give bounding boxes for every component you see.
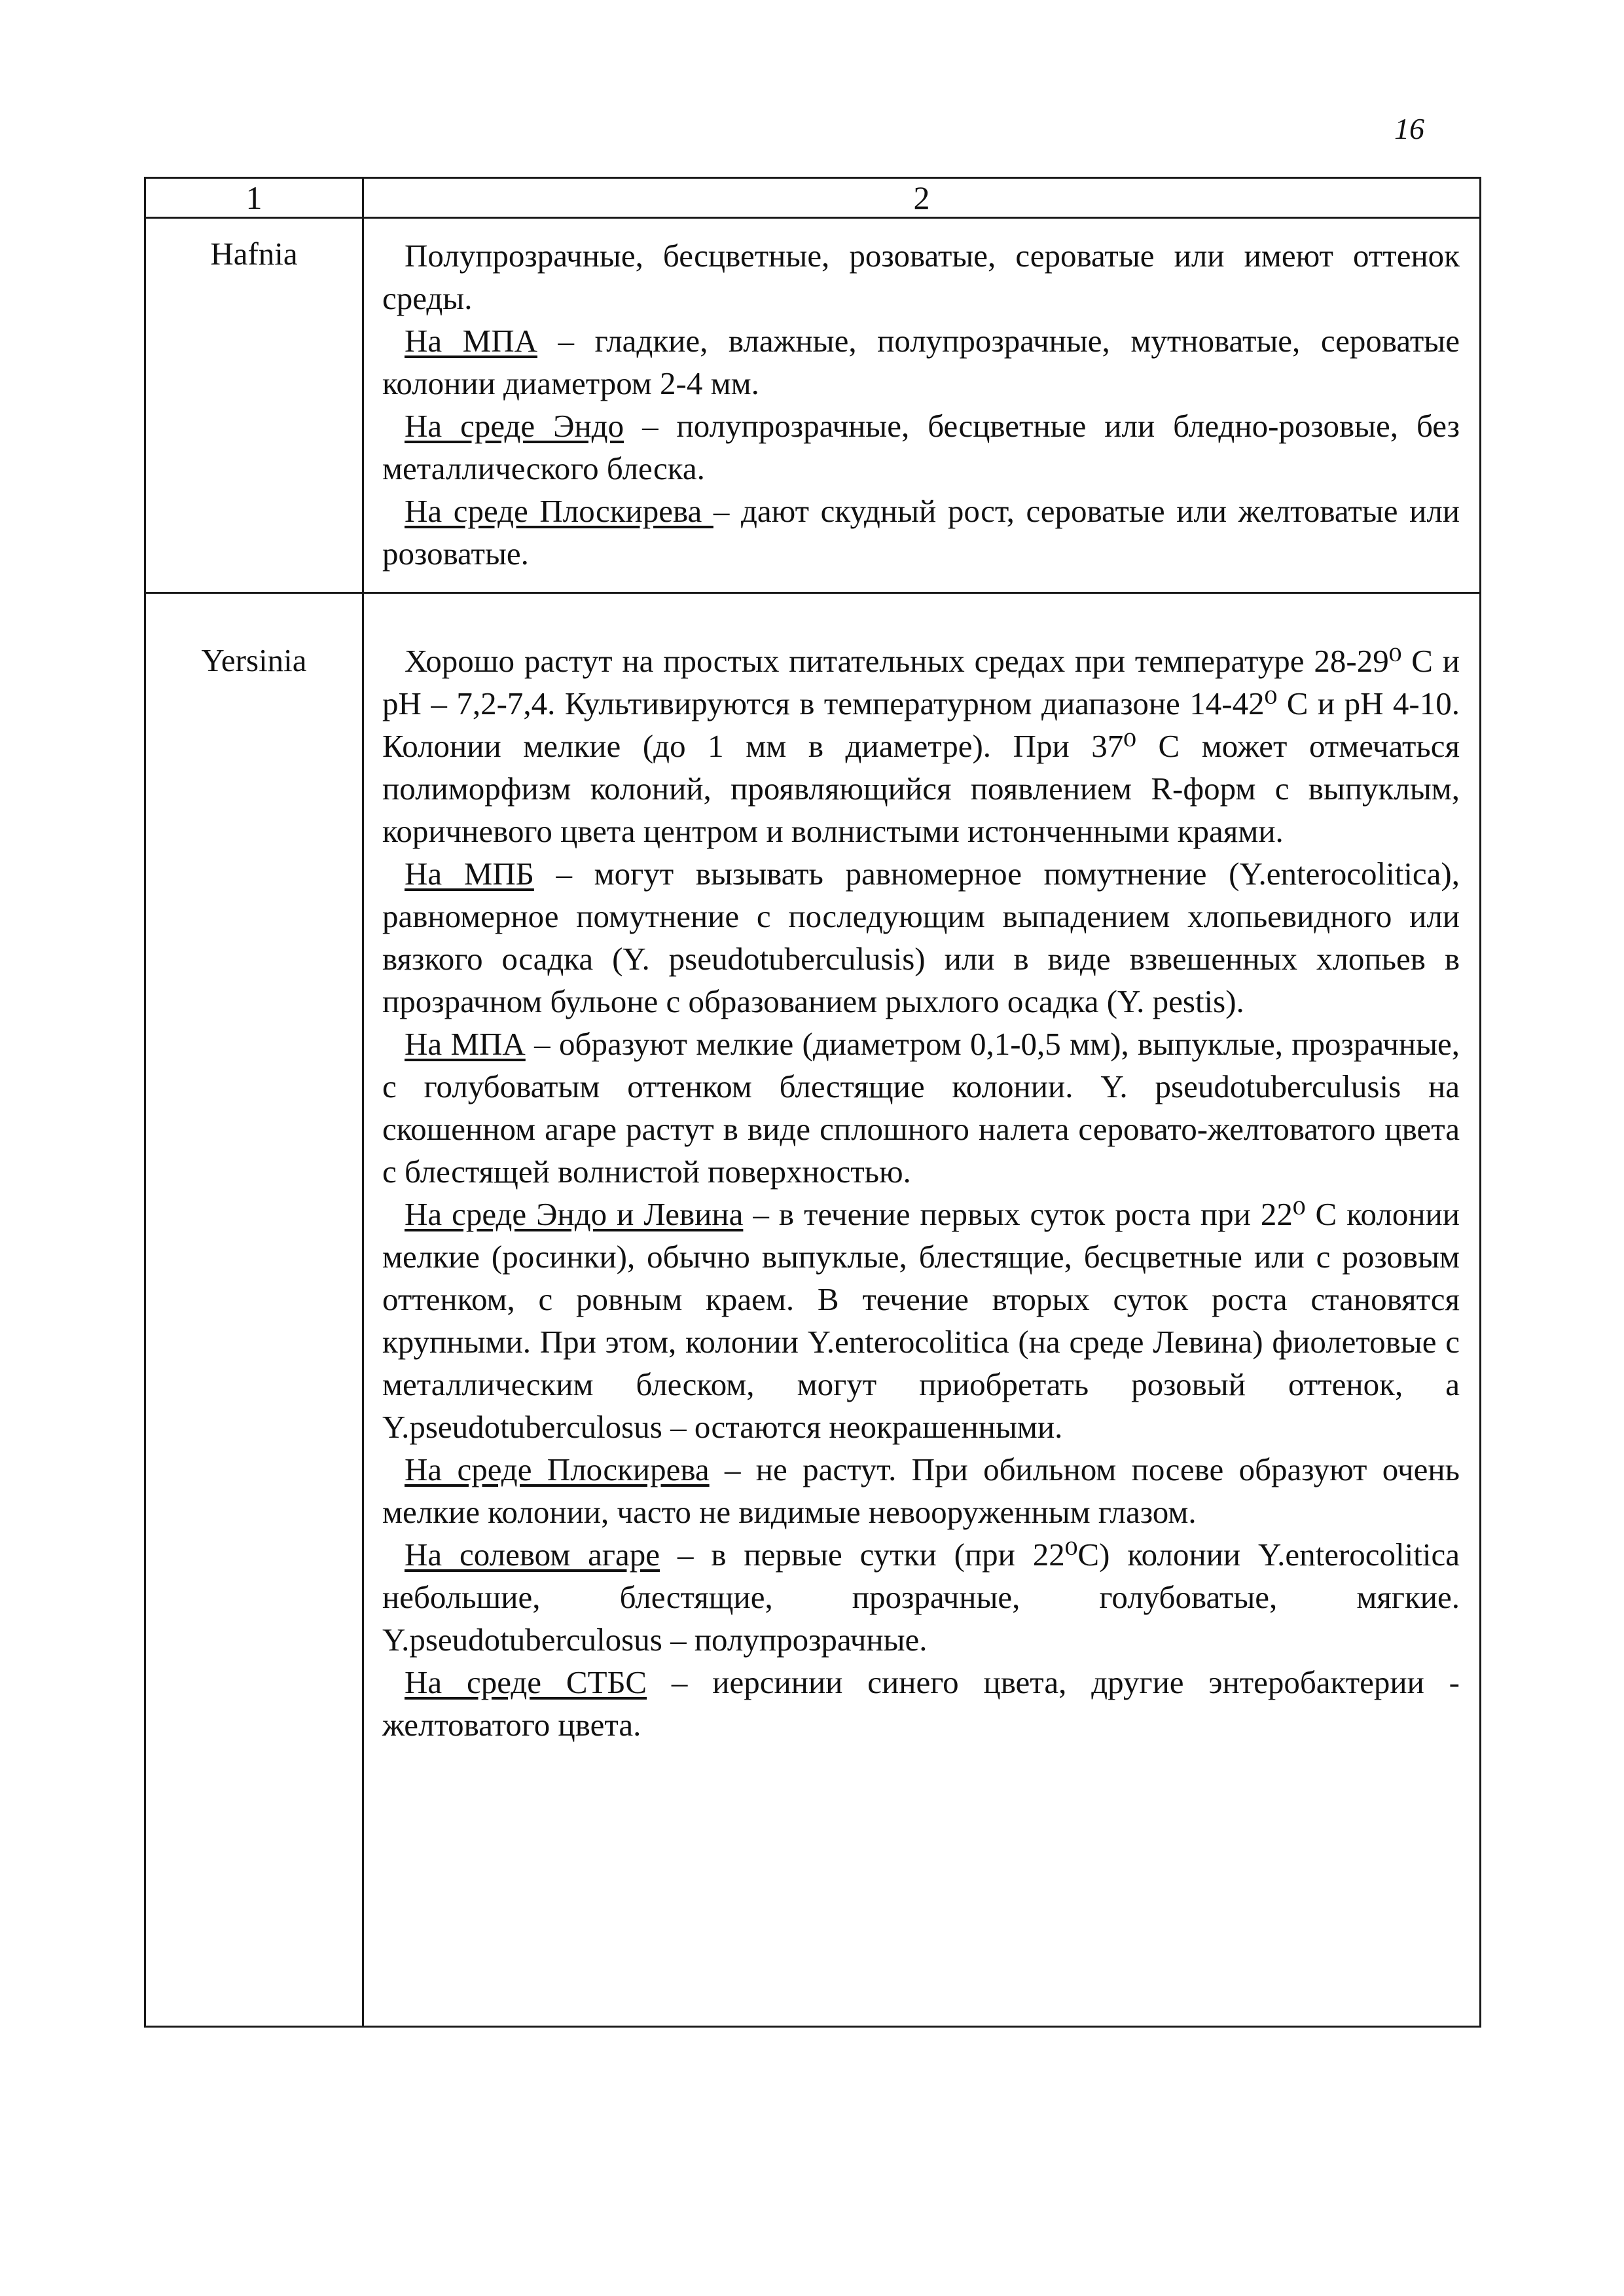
culture-table xyxy=(144,177,1481,2028)
table-row xyxy=(145,218,1481,593)
medium-label: На МПА xyxy=(405,1026,526,1062)
paragraph-text: – иерсинии синего цвета, другие энтеробактерии - желтоватого цвета. xyxy=(382,1664,1460,1743)
paragraph-text: Полупрозрачные, бесцветные, розоватые, сероватые или имеют оттенок среды. xyxy=(382,238,1460,316)
paragraph-text: – полупрозрачные, бесцветные или бледно-розовые, без металлического блеска. xyxy=(382,408,1460,486)
medium-label: На среде СТБС xyxy=(405,1664,647,1700)
medium-label: На среде Эндо xyxy=(405,408,624,444)
medium-label: На МПБ xyxy=(405,856,534,892)
genus-cell: Yersinia xyxy=(145,593,363,2027)
description-cell xyxy=(363,593,1481,2027)
paragraph-text: – могут вызывать равномерное помутнение (Y.enterocolitica), равномерное помутнение с последующим выпадением хлопьевидного или вязкого осадка (Y. pseudotuberculusis) или в виде взвешенных хлопьев в прозрачном бульоне с образованием рыхлого осадка (Y. pestis). xyxy=(382,856,1460,1019)
paragraph-text: – не растут. При обильном посеве образуют очень мелкие колонии, часто не видимые невооруженным глазом. xyxy=(382,1451,1460,1530)
paragraph-text: Хорошо растут на простых питательных средах при температуре 28-29⁰ С и pH – 7,2-7,4. Культивируются в температурном диапазоне 14-42⁰ С и pH 4-10. Колонии мелкие (до 1 мм в диаметре). При 37⁰ С может отмечаться полиморфизм колоний, проявляющийся появлением R-форм с выпуклым, коричневого цвета центром и волнистыми истонченными краями. xyxy=(382,643,1460,849)
medium-label: На среде Плоскирева xyxy=(405,493,713,529)
description-paragraph xyxy=(382,490,1460,575)
paragraph-text: – в первые сутки (при 22⁰С) колонии Y.enterocolitica небольшие, блестящие, прозрачные, голубоватые, мягкие. Y.pseudotuberculosus – полупрозрачные. xyxy=(382,1537,1460,1658)
paragraph-text: – дают скудный рост, сероватые или желтоватые или розоватые. xyxy=(382,493,1460,572)
description-paragraph xyxy=(382,234,1460,319)
description-paragraph xyxy=(382,640,1460,852)
table-row xyxy=(145,593,1481,2027)
description-paragraph xyxy=(382,1448,1460,1533)
description-paragraph xyxy=(382,1661,1460,1746)
paragraph-text: – образуют мелкие (диаметром 0,1-0,5 мм), выпуклые, прозрачные, с голубоватым оттенком блестящие колонии. Y. pseudotuberculusis на скошенном агаре растут в виде сплошного налета серовато-желтоватого цвета с блестящей волнистой поверхностью. xyxy=(382,1026,1460,1190)
column-header-1: 1 xyxy=(145,178,363,218)
paragraph-text: – гладкие, влажные, полупрозрачные, мутноватые, сероватые колонии диаметром 2-4 мм. xyxy=(382,323,1460,401)
medium-label: На солевом агаре xyxy=(405,1537,660,1573)
medium-label: На МПА xyxy=(405,323,538,359)
description-paragraph xyxy=(382,319,1460,405)
genus-cell: Hafnia xyxy=(145,218,363,593)
paragraph-text: – в течение первых суток роста при 22⁰ С колонии мелкие (росинки), обычно выпуклые, блестящие, бесцветные или с розовым оттенком, с ровным краем. В течение вторых суток роста становятся крупными. При этом, колонии Y.enterocolitica (на среде Левина) фиолетовые с металлическим блеском, могут приобретать розовый оттенок, а Y.pseudotuberculosus – остаются неокрашенными. xyxy=(382,1196,1460,1445)
description-paragraph xyxy=(382,1193,1460,1448)
medium-label: На среде Плоскирева xyxy=(405,1451,710,1487)
column-header-2: 2 xyxy=(363,178,1481,218)
description-paragraph xyxy=(382,1023,1460,1193)
description-cell xyxy=(363,218,1481,593)
table-header-row xyxy=(145,178,1481,218)
page-number: 16 xyxy=(1394,112,1424,145)
description-paragraph xyxy=(382,852,1460,1023)
description-paragraph xyxy=(382,1533,1460,1661)
description-paragraph xyxy=(382,405,1460,490)
medium-label: На среде Эндо и Левина xyxy=(405,1196,744,1232)
